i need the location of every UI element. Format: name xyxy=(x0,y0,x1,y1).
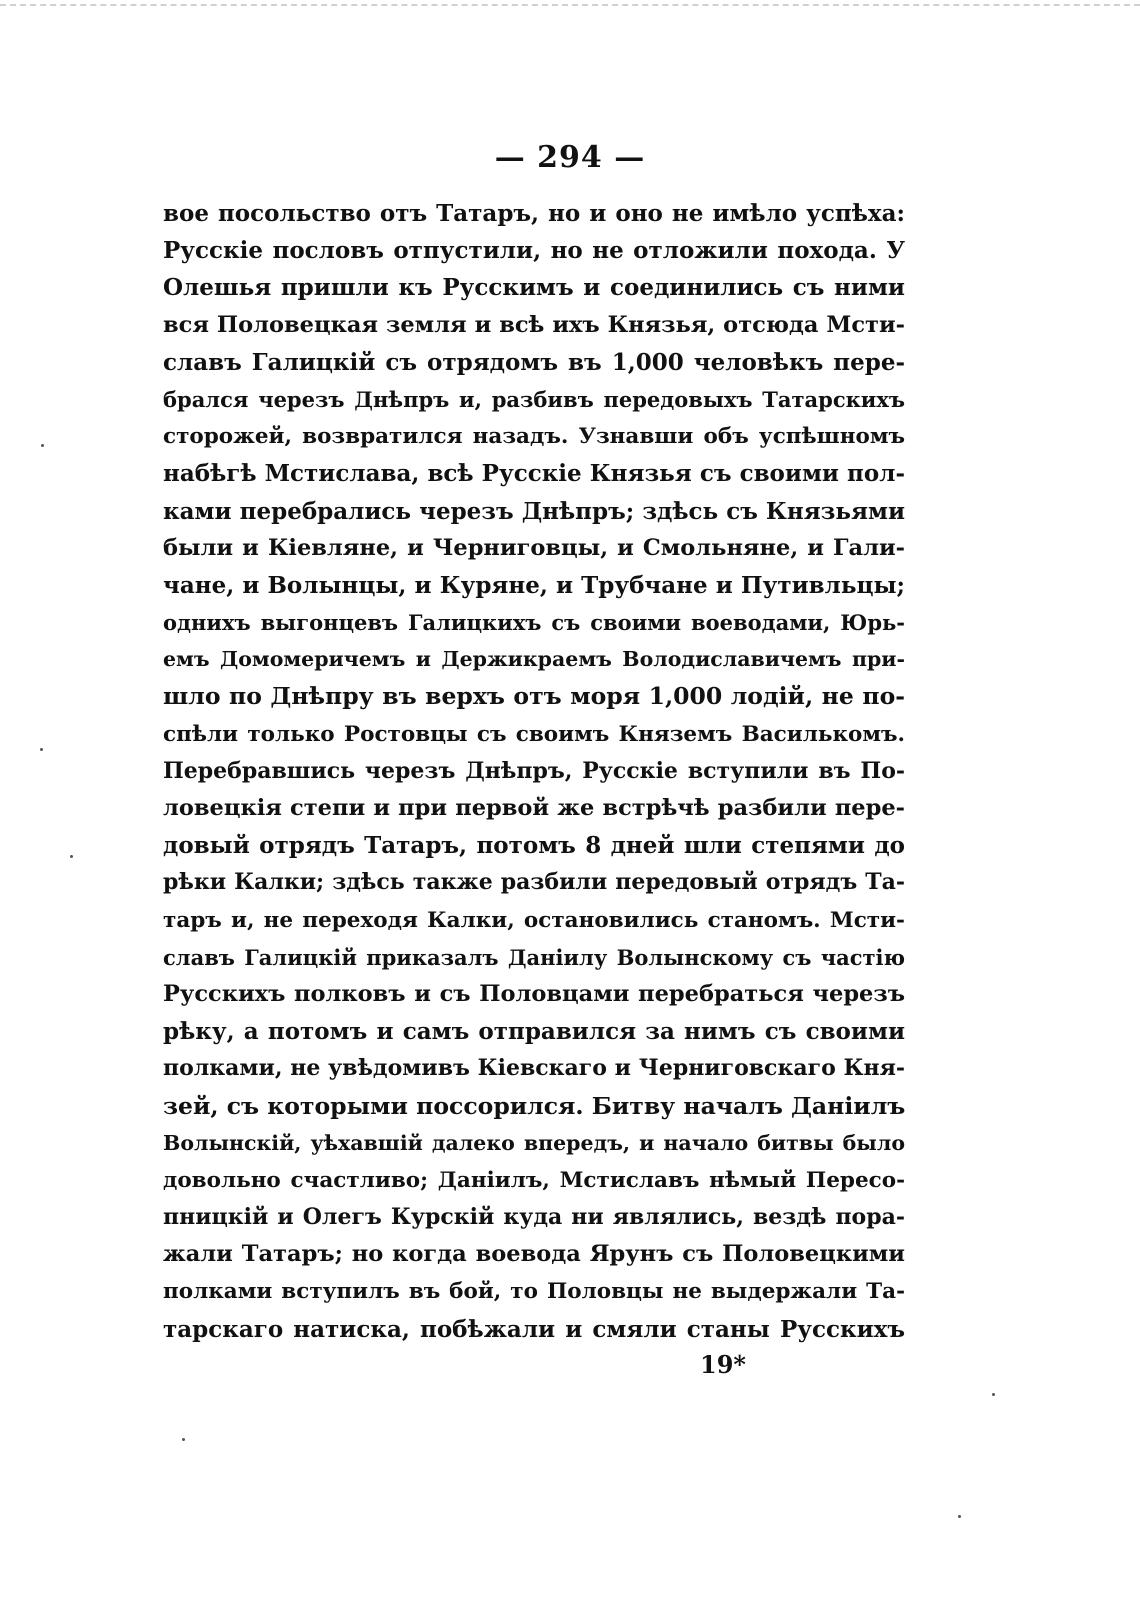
scan-speck xyxy=(958,1515,961,1518)
text-line: спѣли только Ростовцы съ своимъ Княземъ Василькомъ. xyxy=(163,721,905,747)
text-line: Русскихъ полковъ и съ Половцами перебраться черезъ xyxy=(163,980,905,1007)
text-line: зей, съ которыми поссорился. Битву началъ Даніилъ xyxy=(163,1091,905,1120)
text-line: были и Кіевляне, и Черниговцы, и Смольняне, и Гали- xyxy=(163,534,905,561)
text-line: рѣки Калки; здѣсь также разбили передовый отрядъ Та- xyxy=(163,869,905,896)
text-line: Перебравшись черезъ Днѣпръ, Русскіе вступили въ По- xyxy=(163,757,905,784)
text-line: Олешья пришли къ Русскимъ и соединились съ ними xyxy=(163,274,905,302)
text-line: вся Половецкая земля и всѣ ихъ Князья, отсюда Мсти- xyxy=(163,311,905,338)
scan-speck xyxy=(40,748,43,751)
text-line: тарскаго натиска, побѣжали и смяли станы Русскихъ xyxy=(163,1315,905,1343)
scan-top-edge xyxy=(0,4,1140,6)
text-line: пницкій и Олегъ Курскій куда ни являлись, вездѣ пора- xyxy=(163,1204,905,1231)
text-line: Волынскій, уѣхавшій далеко впередъ, и начало битвы было xyxy=(163,1130,905,1155)
scan-speck xyxy=(182,1438,185,1441)
text-line: Русскіе пословъ отпустили, но не отложили похода. У xyxy=(163,237,905,265)
text-line: ками перебрались черезъ Днѣпръ; здѣсь съ Князьями xyxy=(163,497,905,525)
text-line: однихъ выгонцевъ Галицкихъ съ своими воеводами, Юрь- xyxy=(163,610,905,636)
page-number: — 294 — xyxy=(494,140,646,175)
text-line: чане, и Волынцы, и Куряне, и Трубчане и Путивльцы; xyxy=(163,571,905,599)
text-line: набѣгѣ Мстислава, всѣ Русскіе Князья съ своими пол- xyxy=(163,460,905,488)
text-line: таръ и, не переходя Калки, остановились станомъ. Мсти- xyxy=(163,907,905,933)
text-line: шло по Днѣпру въ верхъ отъ моря 1,000 лодій, не по- xyxy=(163,682,905,711)
text-line: довольно счастливо; Даніилъ, Мстиславъ нѣмый Пересо- xyxy=(163,1167,905,1193)
text-line: полками, не увѣдомивъ Кіевскаго и Черниговскаго Кня- xyxy=(163,1055,905,1082)
text-line: довый отрядъ Татаръ, потомъ 8 дней шли степями до xyxy=(163,832,905,860)
scan-speck xyxy=(70,855,73,858)
text-line: славъ Галицкій съ отрядомъ въ 1,000 человѣкъ пере- xyxy=(163,348,905,376)
text-line: емъ Домомеричемъ и Держикраемъ Володиславичемъ при- xyxy=(163,647,905,672)
text-line: ловецкія степи и при первой же встрѣчѣ разбили пере- xyxy=(163,795,905,821)
scan-speck xyxy=(992,1393,995,1396)
text-line: славъ Галицкій приказалъ Даніилу Волынскому съ частію xyxy=(163,944,905,970)
text-line: брался черезъ Днѣпръ и, разбивъ передовыхъ Татарскихъ xyxy=(163,386,905,412)
scan-speck xyxy=(41,444,44,447)
signature-mark: 19* xyxy=(700,1350,746,1379)
text-line: сторожей, возвратился назадъ. Узнавши объ успѣшномъ xyxy=(163,424,905,450)
text-line: жали Татаръ; но когда воевода Ярунъ съ Половецкими xyxy=(163,1241,905,1268)
text-line: вое посольство отъ Татаръ, но и оно не имѣло успѣха: xyxy=(163,200,905,227)
text-line: полками вступилъ въ бой, то Половцы не выдержали Та- xyxy=(163,1279,905,1305)
body-text xyxy=(163,195,905,1348)
text-line: рѣку, а потомъ и самъ отправился за нимъ съ своими xyxy=(163,1018,905,1046)
